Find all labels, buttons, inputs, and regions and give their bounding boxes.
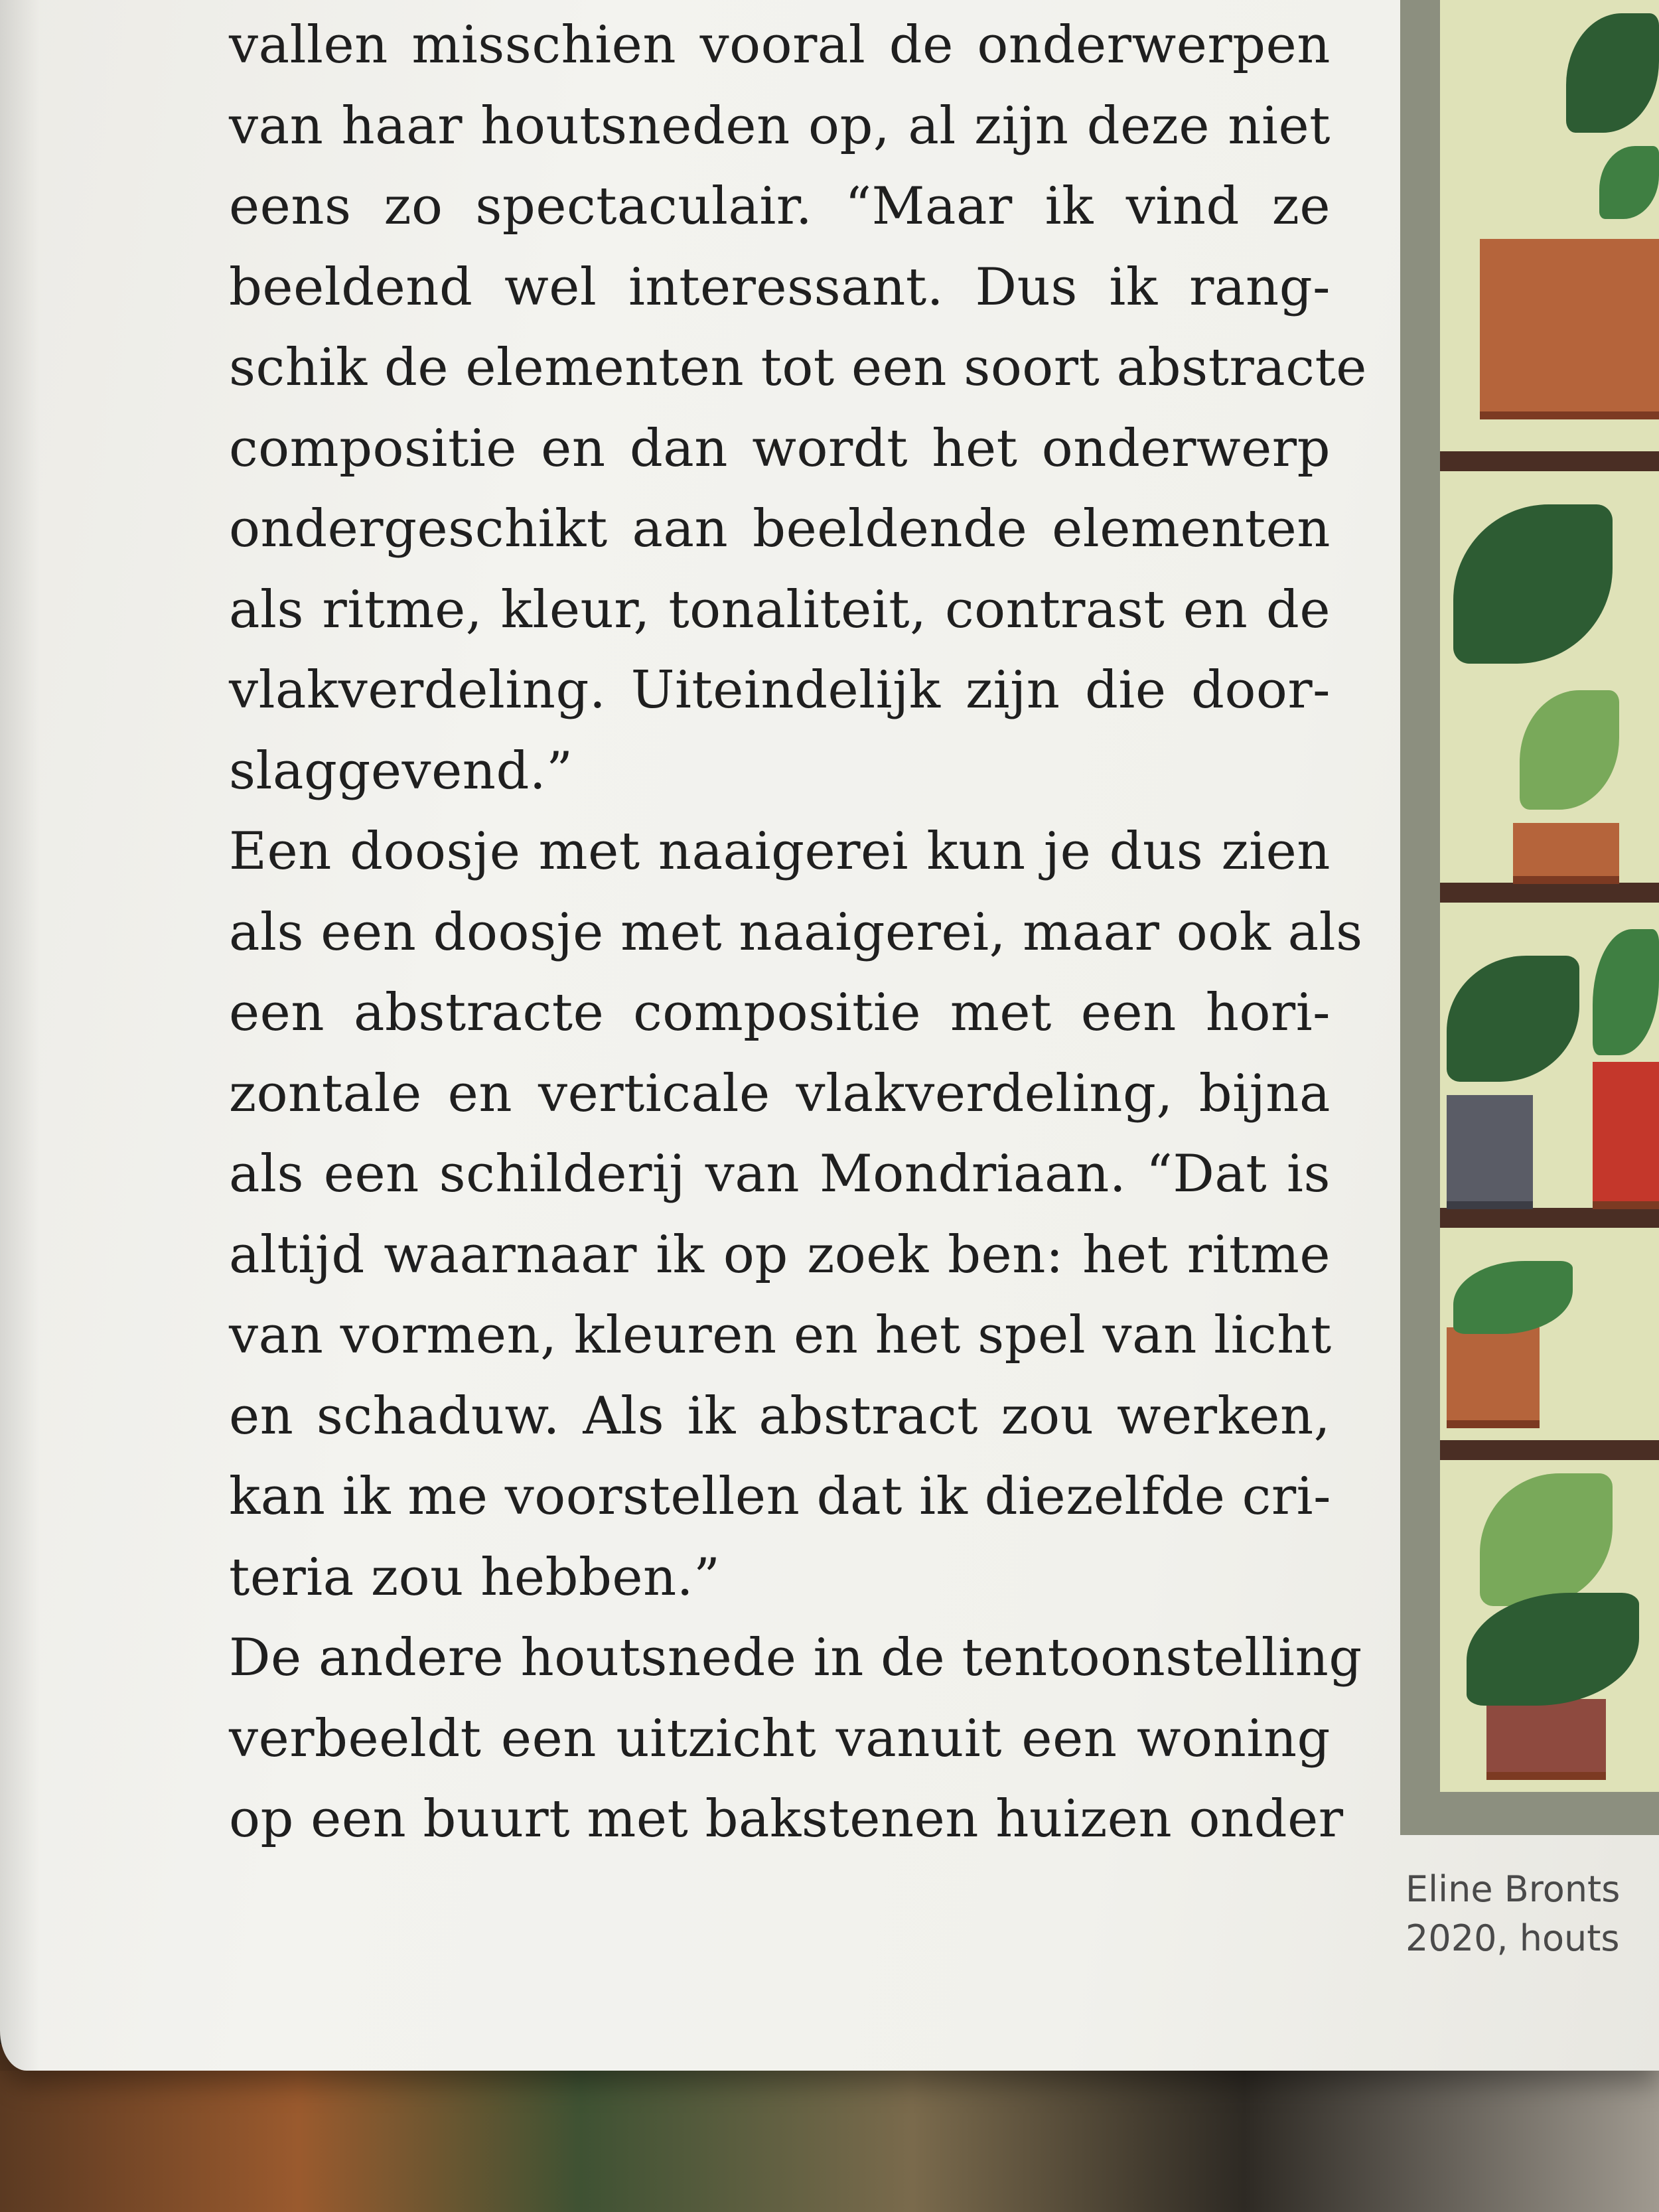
article-line: Een doosje met naaigerei kun je dus zien xyxy=(229,822,1331,881)
article-line: als ritme, kleur, tonaliteit, contrast en de xyxy=(229,579,1331,640)
article-line: verbeeldt een uitzicht vanuit een woning xyxy=(229,1708,1331,1769)
plant-leaf xyxy=(1593,929,1659,1055)
plant-pot xyxy=(1593,1062,1659,1209)
article-line: compositie en dan wordt het onderwerp xyxy=(229,418,1331,479)
plant-pot xyxy=(1513,823,1619,884)
plant-leaf xyxy=(1453,504,1613,664)
shelf xyxy=(1440,883,1659,903)
article-line: zontale en verticale vlakverdeling, bijna xyxy=(229,1063,1331,1124)
plant-pot xyxy=(1447,1095,1533,1209)
page-gutter-shadow xyxy=(0,0,40,2071)
plant-leaf xyxy=(1599,146,1659,219)
article-line: De andere houtsnede in de tentoonstelling xyxy=(229,1628,1362,1688)
article-line: slaggevend.” xyxy=(229,741,573,801)
plant-pot xyxy=(1480,239,1659,419)
article-line: vlakverdeling. Uiteindelijk zijn die door- xyxy=(229,660,1331,720)
article-line: beeldend wel interessant. Dus ik rang- xyxy=(229,257,1331,317)
shelf xyxy=(1440,1440,1659,1460)
plant-woodcut-illustration xyxy=(1440,0,1659,1792)
plant-leaf xyxy=(1520,690,1619,810)
caption-line: Eline Bronts xyxy=(1406,1868,1621,1910)
article-line: en schaduw. Als ik abstract zou werken, xyxy=(229,1386,1331,1446)
artwork-caption xyxy=(1406,1865,1659,1963)
plant-leaf xyxy=(1453,1261,1573,1334)
plant-leaf xyxy=(1480,1473,1613,1606)
article-line: een abstracte compositie met een hori- xyxy=(229,983,1331,1043)
article-line: kan ik me voorstellen dat ik diezelfde cri- xyxy=(229,1467,1331,1526)
article-line: van haar houtsneden op, al zijn deze niet xyxy=(229,96,1331,156)
article-body xyxy=(229,5,1367,1860)
plant-pot xyxy=(1486,1699,1606,1780)
plant-leaf xyxy=(1447,956,1579,1082)
article-line: eens zo spectaculair. “Maar ik vind ze xyxy=(229,177,1331,236)
plant-leaf xyxy=(1467,1593,1639,1706)
article-line: schik de elementen tot een soort abstracte xyxy=(229,338,1367,398)
article-line: altijd waarnaar ik op zoek ben: het ritme xyxy=(229,1224,1331,1285)
article-line: als een schilderij van Mondriaan. “Dat is xyxy=(229,1144,1331,1204)
caption-line: 2020, houts xyxy=(1406,1917,1620,1959)
plant-leaf xyxy=(1566,13,1659,133)
article-line: op een buurt met bakstenen huizen onder xyxy=(229,1789,1344,1849)
plant-pot xyxy=(1447,1327,1540,1428)
article-line: ondergeschikt aan beeldende elementen xyxy=(229,499,1331,559)
article-line: vallen misschien vooral de onderwerpen xyxy=(229,15,1331,75)
article-line: als een doosje met naaigerei, maar ook als xyxy=(229,902,1363,962)
shelf xyxy=(1440,451,1659,471)
article-line: van vormen, kleuren en het spel van licht xyxy=(229,1305,1332,1365)
article-line: teria zou hebben.” xyxy=(229,1547,721,1607)
shelf xyxy=(1440,1208,1659,1228)
